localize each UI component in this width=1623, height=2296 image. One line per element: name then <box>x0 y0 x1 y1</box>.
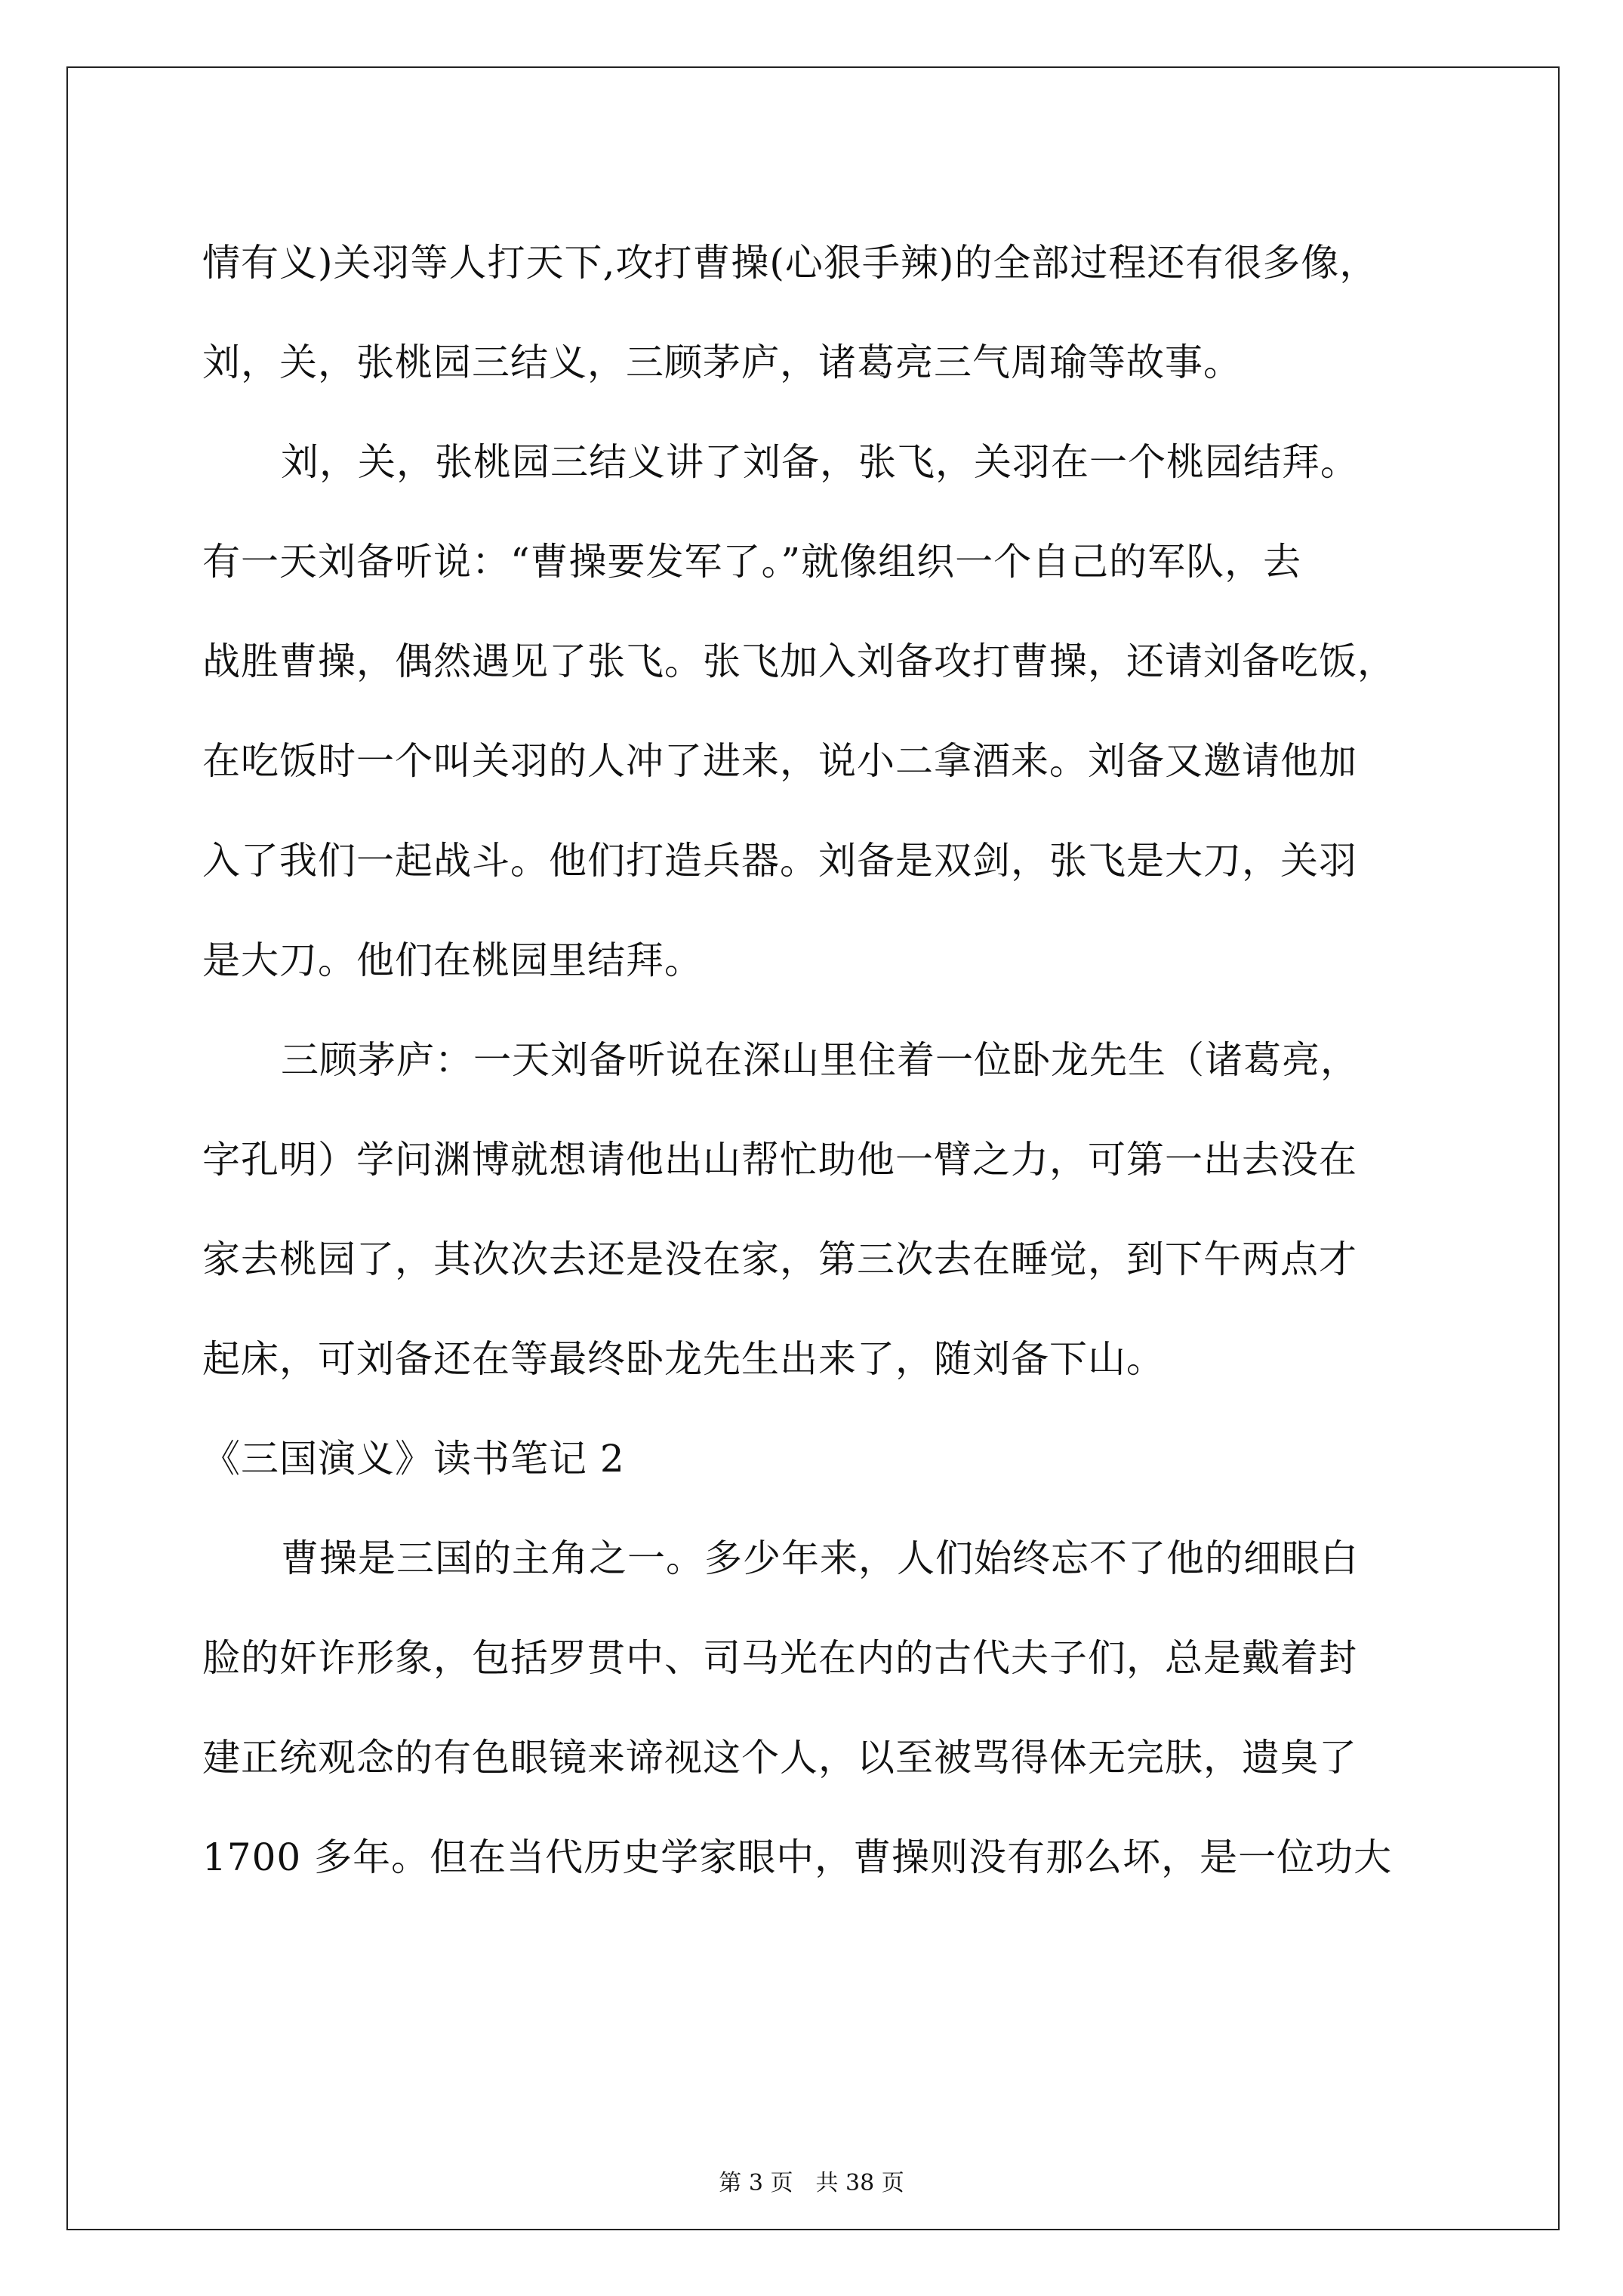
section-heading: 《三国演义》读书笔记 2 <box>202 1437 625 1481</box>
paragraph-start: 三顾茅庐：一天刘备听说在深山里住着一位卧龙先生（诸葛亮， <box>281 1038 1359 1082</box>
text-line: 有一天刘备听说：“曹操要发军了。”就像组织一个自己的军队，去 <box>202 540 1302 584</box>
page-number-footer: 第 3 页 共 38 页 <box>719 2170 904 2196</box>
paragraph-start: 刘，关，张桃园三结义讲了刘备，张飞，关羽在一个桃园结拜。 <box>281 440 1359 484</box>
text-line: 是大刀。他们在桃园里结拜。 <box>202 938 703 982</box>
text-line: 战胜曹操，偶然遇见了张飞。张飞加入刘备攻打曹操，还请刘备吃饭， <box>202 639 1396 683</box>
text-line: 字孔明）学问渊博就想请他出山帮忙助他一臂之力，可第一出去没在 <box>202 1138 1357 1182</box>
text-line: 家去桃园了，其次次去还是没在家，第三次去在睡觉，到下午两点才 <box>202 1237 1357 1281</box>
text-line: 在吃饭时一个叫关羽的人冲了进来，说小二拿酒来。刘备又邀请他加 <box>202 739 1357 783</box>
text-line: 情有义)关羽等人打天下,攻打曹操(心狠手辣)的全部过程还有很多像， <box>202 241 1378 285</box>
text-line: 建正统观念的有色眼镜来谛视这个人，以至被骂得体无完肤，遗臭了 <box>202 1736 1357 1780</box>
paragraph-start: 曹操是三国的主角之一。多少年来，人们始终忘不了他的细眼白 <box>281 1536 1359 1580</box>
text-line: 1700 多年。但在当代历史学家眼中，曹操则没有那么坏，是一位功大 <box>202 1835 1393 1879</box>
text-line: 入了我们一起战斗。他们打造兵器。刘备是双剑，张飞是大刀，关羽 <box>202 839 1357 883</box>
text-line: 起床，可刘备还在等最终卧龙先生出来了，随刘备下山。 <box>202 1337 1165 1381</box>
document-body <box>202 213 1471 1907</box>
text-line: 刘，关，张桃园三结义，三顾茅庐，诸葛亮三气周瑜等故事。 <box>202 341 1242 384</box>
text-line: 脸的奸诈形象，包括罗贯中、司马光在内的古代夫子们，总是戴着封 <box>202 1636 1357 1680</box>
